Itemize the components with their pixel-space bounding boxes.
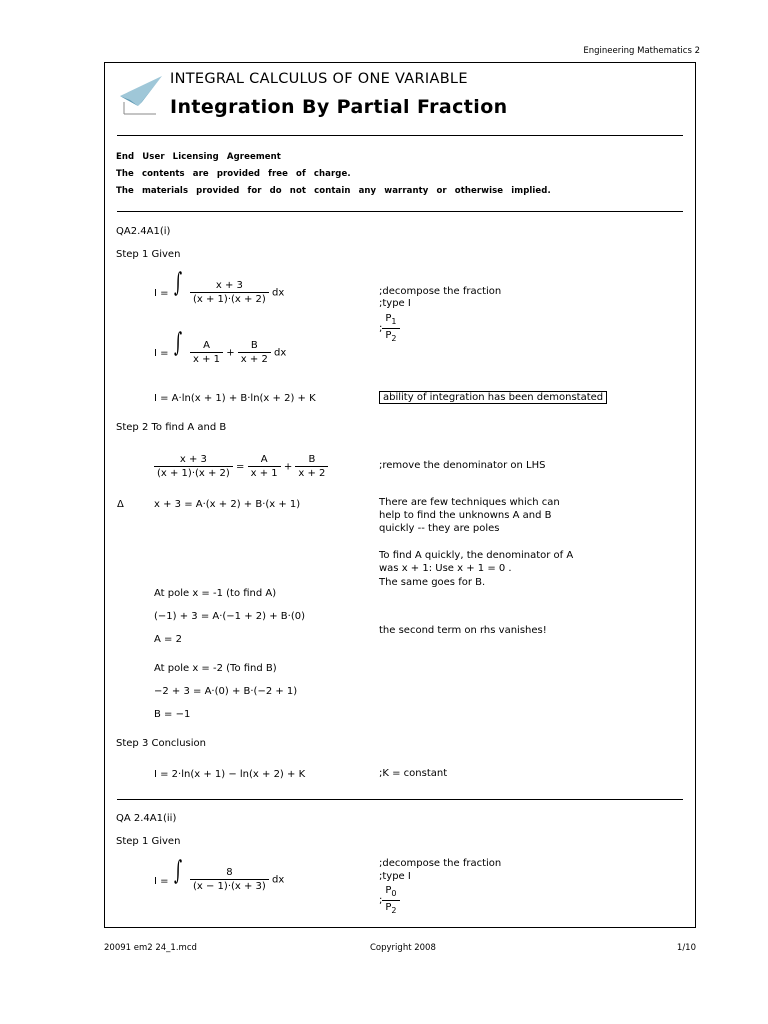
plus-sign: + bbox=[226, 347, 235, 359]
footer-page-number: 1/10 bbox=[676, 943, 696, 953]
p-symbol: P bbox=[385, 330, 392, 341]
dx-label: dx bbox=[272, 287, 285, 299]
comment: ;remove the denominator on LHS bbox=[379, 460, 546, 471]
note-line: was x + 1: Use x + 1 = 0 . bbox=[379, 563, 512, 574]
fraction-numerator: A bbox=[248, 453, 281, 467]
note-line: the second term on rhs vanishes! bbox=[379, 625, 547, 636]
semicolon: ; bbox=[379, 323, 383, 334]
p-subscript: 2 bbox=[391, 906, 397, 915]
p-subscript: 0 bbox=[391, 889, 397, 898]
integrand bbox=[190, 279, 284, 306]
pole-equation: (−1) + 3 = A·(−1 + 2) + B·(0) bbox=[154, 611, 305, 622]
course-name: Engineering Mathematics 2 bbox=[583, 46, 700, 56]
note-line: To find A quickly, the denominator of A bbox=[379, 550, 574, 561]
math-label: I = bbox=[154, 288, 169, 299]
step-heading: Step 2 To find A and B bbox=[116, 422, 227, 433]
delta-symbol: Δ bbox=[117, 499, 124, 510]
note-line: There are few techniques which can bbox=[379, 497, 560, 508]
fraction-numerator: x + 3 bbox=[190, 279, 269, 293]
plus-sign: + bbox=[283, 461, 293, 473]
p-symbol: P bbox=[385, 885, 392, 896]
fraction-denominator: (x + 1)·(x + 2) bbox=[157, 468, 230, 479]
p-symbol: P bbox=[385, 313, 392, 324]
fraction-denominator: x + 2 bbox=[240, 354, 268, 365]
type-fraction bbox=[379, 312, 400, 345]
result-equation: I = A·ln(x + 1) + B·ln(x + 2) + K bbox=[154, 393, 316, 404]
pole-equation: −2 + 3 = A·(0) + B·(−2 + 1) bbox=[154, 686, 298, 697]
doc-subtitle: Integration By Partial Fraction bbox=[170, 96, 508, 118]
fraction-numerator: B bbox=[238, 339, 271, 353]
final-result: I = 2·ln(x + 1) − ln(x + 2) + K bbox=[154, 769, 306, 780]
partial-fraction-equation bbox=[154, 453, 328, 480]
comment: ;type I bbox=[379, 298, 411, 309]
fraction-denominator: x + 2 bbox=[298, 468, 326, 479]
a-value: A = 2 bbox=[154, 634, 182, 645]
question-id: QA2.4A1(i) bbox=[116, 226, 171, 237]
comment: ;K = constant bbox=[379, 768, 448, 779]
eula-line: The materials provided for do not contain any warranty or otherwise implied. bbox=[116, 186, 551, 196]
dx-label: dx bbox=[272, 874, 285, 886]
divider bbox=[117, 799, 683, 800]
comment: ;decompose the fraction bbox=[379, 858, 502, 869]
footer-copyright: Copyright 2008 bbox=[370, 943, 436, 953]
boxed-note: ability of integration has been demonstated bbox=[379, 391, 607, 404]
integral-sign: ∫ bbox=[174, 328, 183, 358]
fraction-numerator: A bbox=[190, 339, 223, 353]
p-symbol: P bbox=[385, 902, 392, 913]
divider bbox=[117, 211, 683, 212]
math-label: I = bbox=[154, 348, 169, 359]
note-line: help to find the unknowns A and B bbox=[379, 510, 552, 521]
paper-plane-logo-icon bbox=[116, 72, 164, 116]
type-fraction bbox=[379, 884, 400, 917]
step-heading: Step 3 Conclusion bbox=[116, 738, 206, 749]
expanded-equation: x + 3 = A·(x + 2) + B·(x + 1) bbox=[154, 499, 301, 510]
pole-heading: At pole x = -2 (To find B) bbox=[154, 663, 277, 674]
step-heading: Step 1 Given bbox=[116, 836, 181, 847]
integrand bbox=[190, 339, 286, 366]
note-line: The same goes for B. bbox=[379, 577, 486, 588]
fraction-denominator: (x − 1)·(x + 3) bbox=[193, 881, 266, 892]
p-subscript: 2 bbox=[391, 334, 397, 343]
fraction-denominator: (x + 1)·(x + 2) bbox=[193, 294, 266, 305]
comment: ;decompose the fraction bbox=[379, 286, 502, 297]
doc-title: INTEGRAL CALCULUS OF ONE VARIABLE bbox=[170, 71, 468, 87]
p-subscript: 1 bbox=[391, 317, 397, 326]
note-line: quickly -- they are poles bbox=[379, 523, 500, 534]
integral-sign: ∫ bbox=[174, 856, 183, 886]
integral-sign: ∫ bbox=[174, 268, 183, 298]
math-label: I = bbox=[154, 876, 169, 887]
integrand bbox=[190, 866, 284, 893]
b-value: B = −1 bbox=[154, 709, 191, 720]
fraction-denominator: x + 1 bbox=[193, 354, 221, 365]
semicolon: ; bbox=[379, 895, 383, 906]
fraction-numerator: 8 bbox=[190, 866, 269, 880]
fraction-numerator: x + 3 bbox=[154, 453, 233, 467]
footer-filename: 20091 em2 24_1.mcd bbox=[104, 943, 197, 953]
comment: ;type I bbox=[379, 871, 411, 882]
equals-sign: = bbox=[236, 461, 245, 473]
step-heading: Step 1 Given bbox=[116, 249, 181, 260]
question-id: QA 2.4A1(ii) bbox=[116, 813, 177, 824]
divider bbox=[117, 135, 683, 136]
fraction-denominator: x + 1 bbox=[250, 468, 278, 479]
fraction-numerator: B bbox=[295, 453, 328, 467]
pole-heading: At pole x = -1 (to find A) bbox=[154, 588, 277, 599]
eula-line: The contents are provided free of charge. bbox=[116, 169, 351, 179]
dx-label: dx bbox=[274, 347, 287, 359]
eula-title: End User Licensing Agreement bbox=[116, 152, 281, 162]
